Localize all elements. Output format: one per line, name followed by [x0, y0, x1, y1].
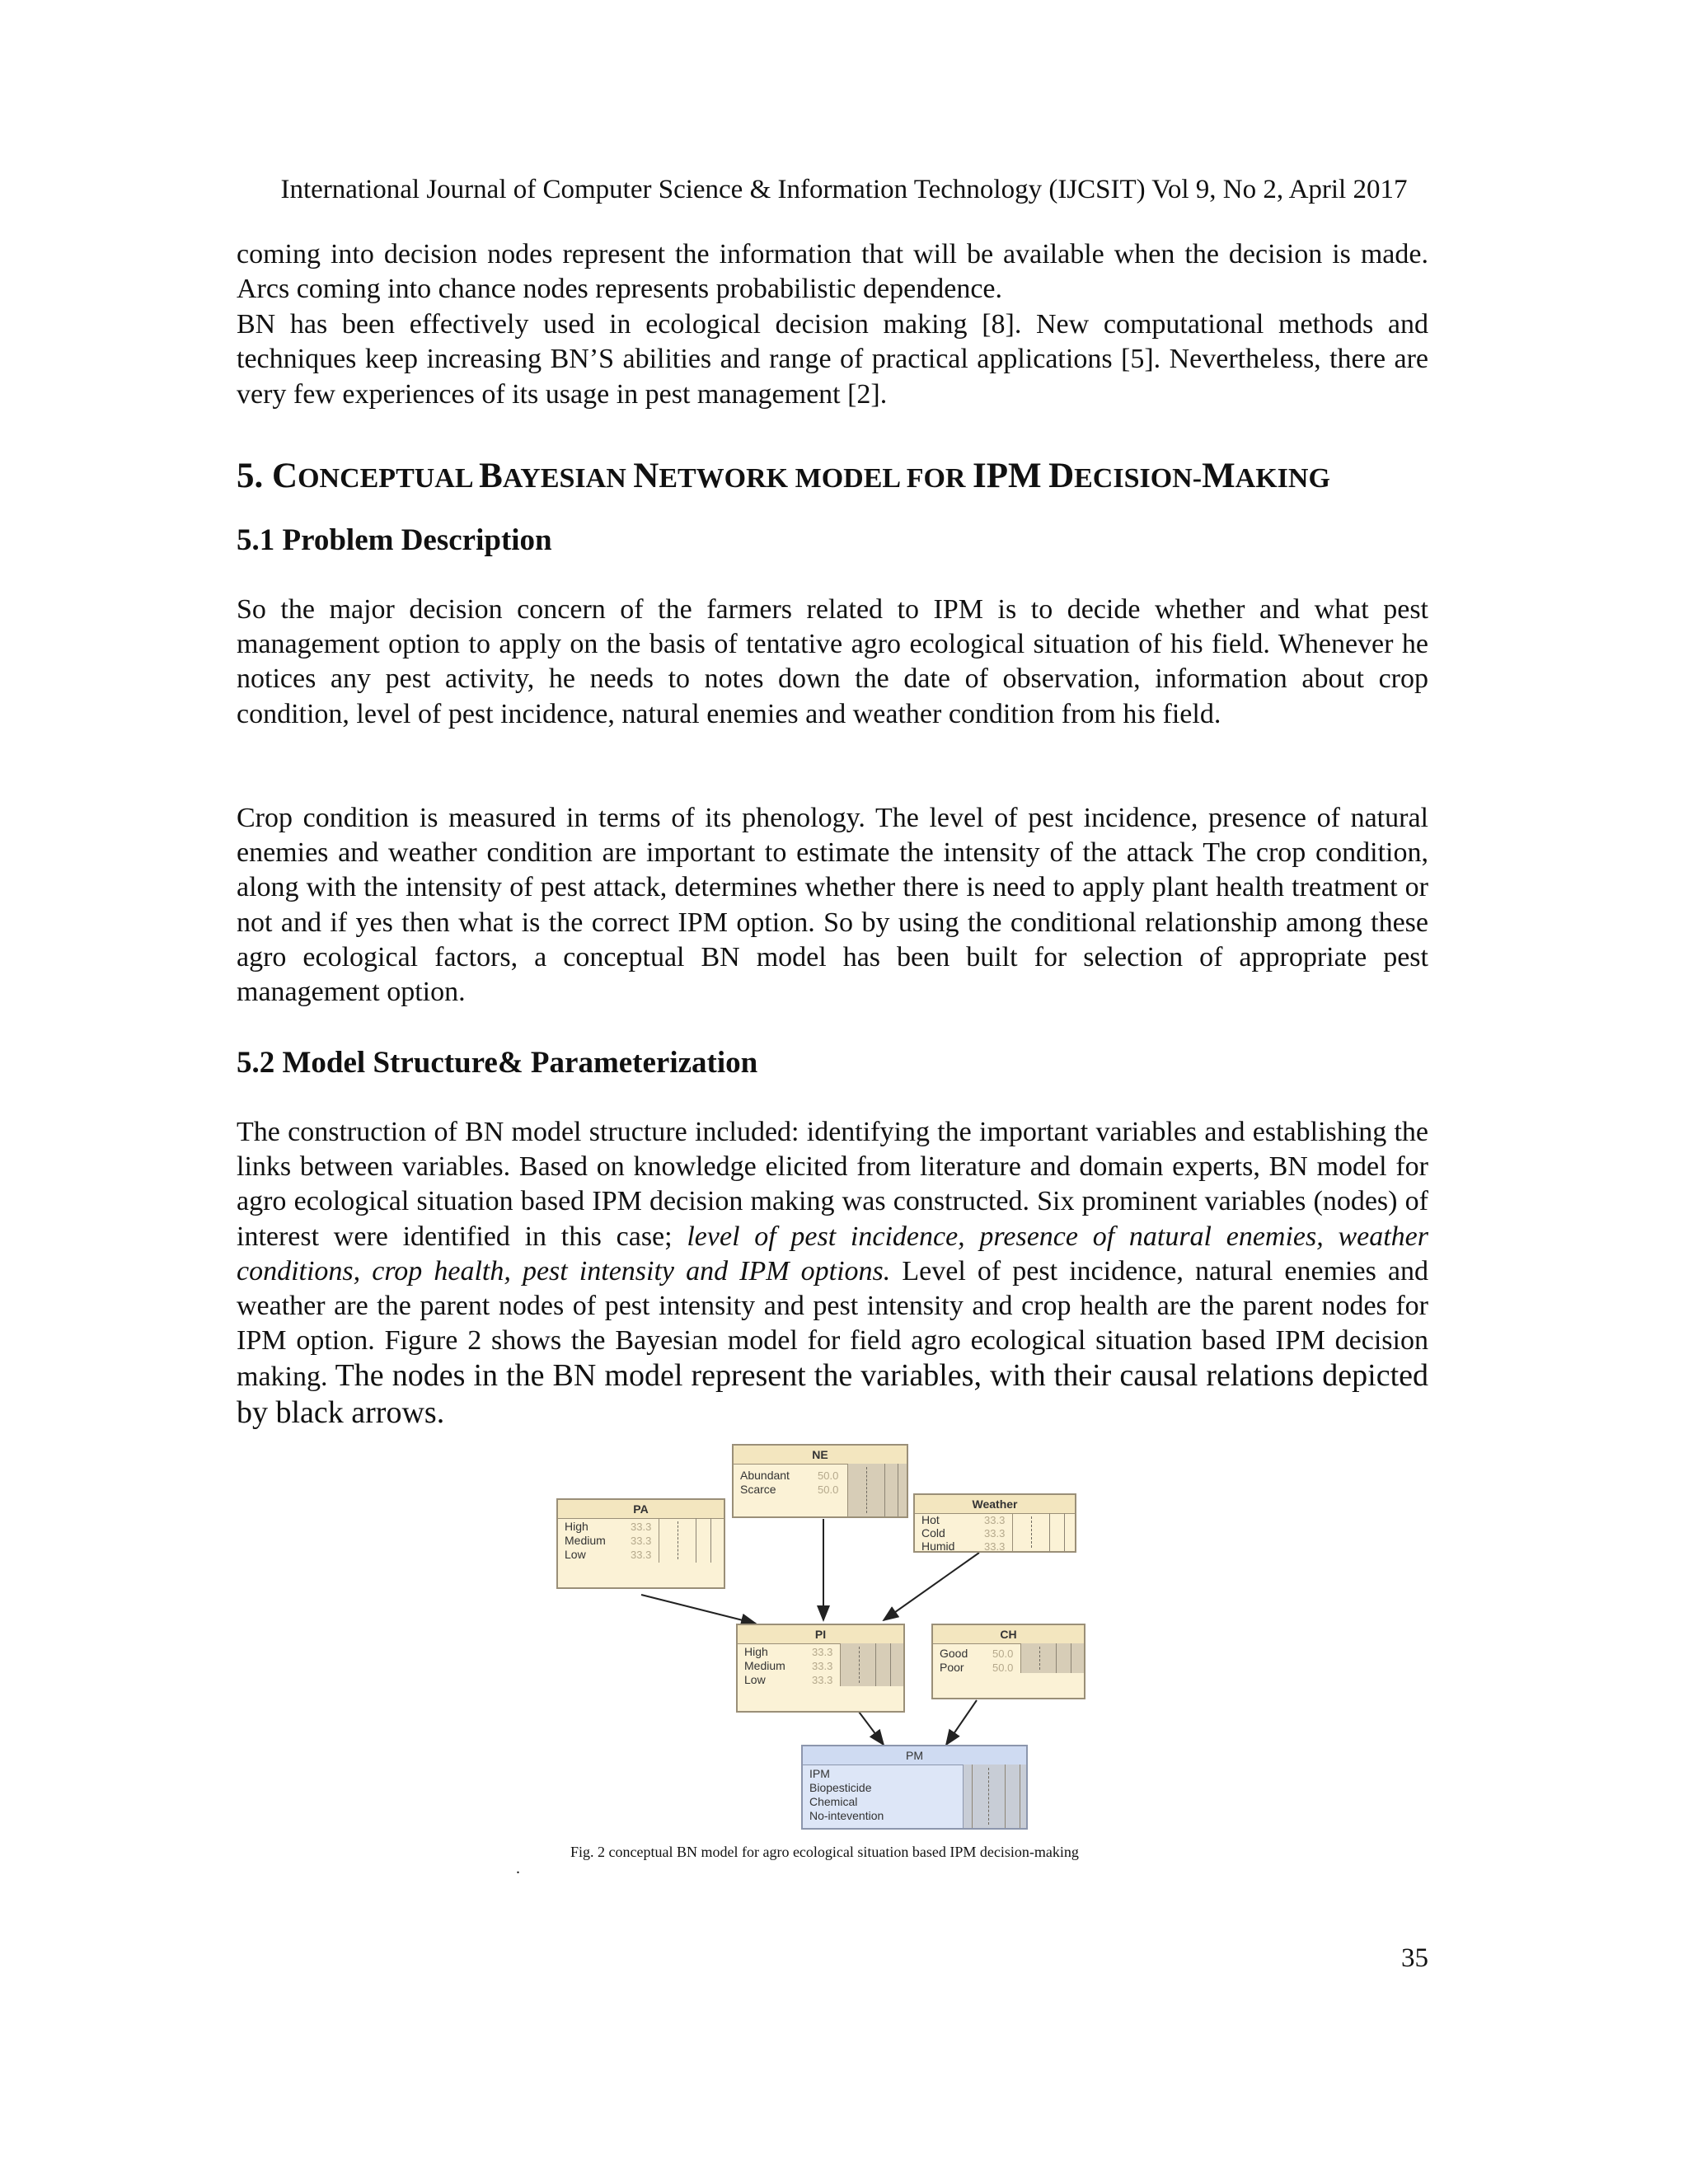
- node-bar-area: [1020, 1643, 1084, 1673]
- heading-part: AKING: [1235, 463, 1330, 494]
- intro-paragraph-1: coming into decision nodes represent the information that will be available when the decision is made. Arcs coming into chance nodes represents probabilistic dependence.: [237, 239, 1428, 305]
- bn-node-weather: [913, 1493, 1076, 1553]
- node-state-value: 33.3: [631, 1549, 652, 1561]
- node-title: PA: [558, 1500, 724, 1519]
- bn-node-pm: [801, 1745, 1028, 1830]
- model-paragraph: [237, 1115, 1428, 1432]
- node-state-label: Biopesticide: [809, 1781, 872, 1794]
- heading-part: ETWORK MODEL FOR: [659, 463, 973, 494]
- node-state-value: 33.3: [812, 1646, 833, 1658]
- node-bar-area: [840, 1643, 903, 1686]
- node-state-label: IPM: [809, 1767, 830, 1780]
- stray-mark: .: [516, 1859, 520, 1877]
- heading-part: M: [1202, 457, 1236, 495]
- figure-caption: Fig. 2 conceptual BN model for agro ecological situation based IPM decision-making: [570, 1844, 1079, 1860]
- node-state-value: 50.0: [818, 1483, 839, 1496]
- heading-part: C: [272, 457, 298, 495]
- page-number: 35: [1401, 1943, 1428, 1973]
- node-title: NE: [734, 1446, 907, 1465]
- heading-part: AYESIAN: [502, 463, 634, 494]
- edge-pi-pm: [859, 1712, 884, 1745]
- node-state-label: Low: [744, 1673, 766, 1686]
- model-paragraph-part-b: Level of pest incidence, natural enemies and weather are the parent nodes of pest intensity and pest intensity and crop health are the parent nodes for IPM option. Figure 2 shows the Bayesian model for field agro ecological situation based IPM decision making.: [237, 1255, 1428, 1393]
- bn-node-ch: [931, 1624, 1085, 1699]
- heading-part: B: [479, 457, 503, 495]
- node-bar-area: [963, 1765, 1026, 1828]
- node-state-value: 33.3: [631, 1521, 652, 1533]
- node-state-value: 33.3: [812, 1674, 833, 1686]
- heading-part: [1042, 463, 1049, 494]
- intro-paragraph-2: BN has been effectively used in ecological decision making [8]. New computational methods and techniques keep increasing BN’S abilities and range of practical applications [5]. Nevertheless, there are very few experiences of its usage in pest management [2].: [237, 309, 1428, 410]
- node-state-label: Scarce: [740, 1483, 776, 1496]
- node-state-label: Good: [940, 1647, 968, 1660]
- node-title: Weather: [915, 1495, 1075, 1514]
- node-state-label: Medium: [744, 1659, 785, 1672]
- node-state-value: 50.0: [818, 1469, 839, 1482]
- node-title: CH: [933, 1625, 1084, 1644]
- bn-node-ne: [732, 1444, 908, 1518]
- node-state-value: 50.0: [992, 1647, 1014, 1660]
- node-state-label: Cold: [921, 1526, 945, 1540]
- node-state-value: 33.3: [812, 1660, 833, 1672]
- heading-part: ONCEPTUAL: [298, 463, 480, 494]
- section-5-heading: [237, 455, 1330, 500]
- edge-pa-pi: [641, 1595, 756, 1624]
- problem-paragraph-1: So the major decision concern of the farmers related to IPM is to decide whether and what pest management option to apply on the basis of tentative agro ecological situation of his field. Whenever he notices any pest activity, he needs to notes down the date of observation, information about crop condition, level of pest incidence, natural enemies and weather condition from his field.: [237, 594, 1428, 729]
- node-state-label: Medium: [565, 1534, 606, 1547]
- node-state-value: 33.3: [984, 1514, 1006, 1526]
- node-state-label: No-intevention: [809, 1809, 884, 1822]
- node-state-value: 33.3: [631, 1535, 652, 1547]
- heading-part: ECISION-: [1074, 463, 1203, 494]
- subsection-5-2-heading: 5.2 Model Structure& Parameterization: [237, 1046, 758, 1080]
- model-paragraph-variables: level of pest incidence, presence of natural enemies, weather conditions, crop health, pest intensity and IPM options.: [237, 1221, 1429, 1286]
- node-bar-area: [1012, 1513, 1075, 1551]
- model-paragraph-part-c: The nodes in the BN model represent the variables, with their causal relations depicted by black arrows.: [237, 1358, 1429, 1430]
- heading-part: D: [1048, 457, 1075, 495]
- node-state-label: Humid: [921, 1540, 955, 1553]
- subsection-5-1-heading: 5.1 Problem Description: [237, 523, 552, 557]
- model-paragraph-part-a: The construction of BN model structure included: identifying the important variables and establishing the links between variables. Based on knowledge elicited from literature and domain experts, BN model for agro ecological situation based IPM decision making was constructed. Six prominent variables (nodes) of interest were identified in this case;: [237, 1117, 1428, 1252]
- bn-node-pi: [736, 1624, 905, 1713]
- node-bar-area: [847, 1464, 907, 1516]
- running-header: International Journal of Computer Science & Information Technology (IJCSIT) Vol 9, No 2, April 2017: [280, 175, 1408, 204]
- heading-part: IPM: [972, 457, 1042, 495]
- node-state-value: 33.3: [984, 1527, 1006, 1540]
- node-state-value: 50.0: [992, 1661, 1014, 1674]
- node-state-label: Chemical: [809, 1795, 858, 1808]
- node-state-label: High: [744, 1645, 768, 1658]
- node-bar-area: [659, 1518, 724, 1563]
- edge-weather-pi: [884, 1553, 979, 1620]
- node-title: PI: [738, 1625, 903, 1644]
- problem-paragraph-2: Crop condition is measured in terms of its phenology. The level of pest incidence, presence of natural enemies and weather condition are important to estimate the intensity of the attack The crop condition, along with the intensity of pest attack, determines whether there is need to apply plant health treatment or not and if yes then what is the correct IPM option. So by using the conditional relationship among these agro ecological factors, a conceptual BN model has been built for selection of appropriate pest management option.: [237, 803, 1428, 1008]
- section-number: 5.: [237, 457, 264, 495]
- edge-ch-pm: [946, 1700, 977, 1745]
- bn-node-pa: [556, 1498, 725, 1589]
- heading-part: N: [633, 457, 659, 495]
- node-state-label: Abundant: [740, 1469, 790, 1482]
- node-state-label: Hot: [921, 1513, 940, 1526]
- node-state-value: 33.3: [984, 1540, 1006, 1553]
- node-state-label: Poor: [940, 1661, 964, 1674]
- node-state-label: Low: [565, 1548, 586, 1561]
- node-title: PM: [803, 1746, 1026, 1765]
- node-state-label: High: [565, 1520, 588, 1533]
